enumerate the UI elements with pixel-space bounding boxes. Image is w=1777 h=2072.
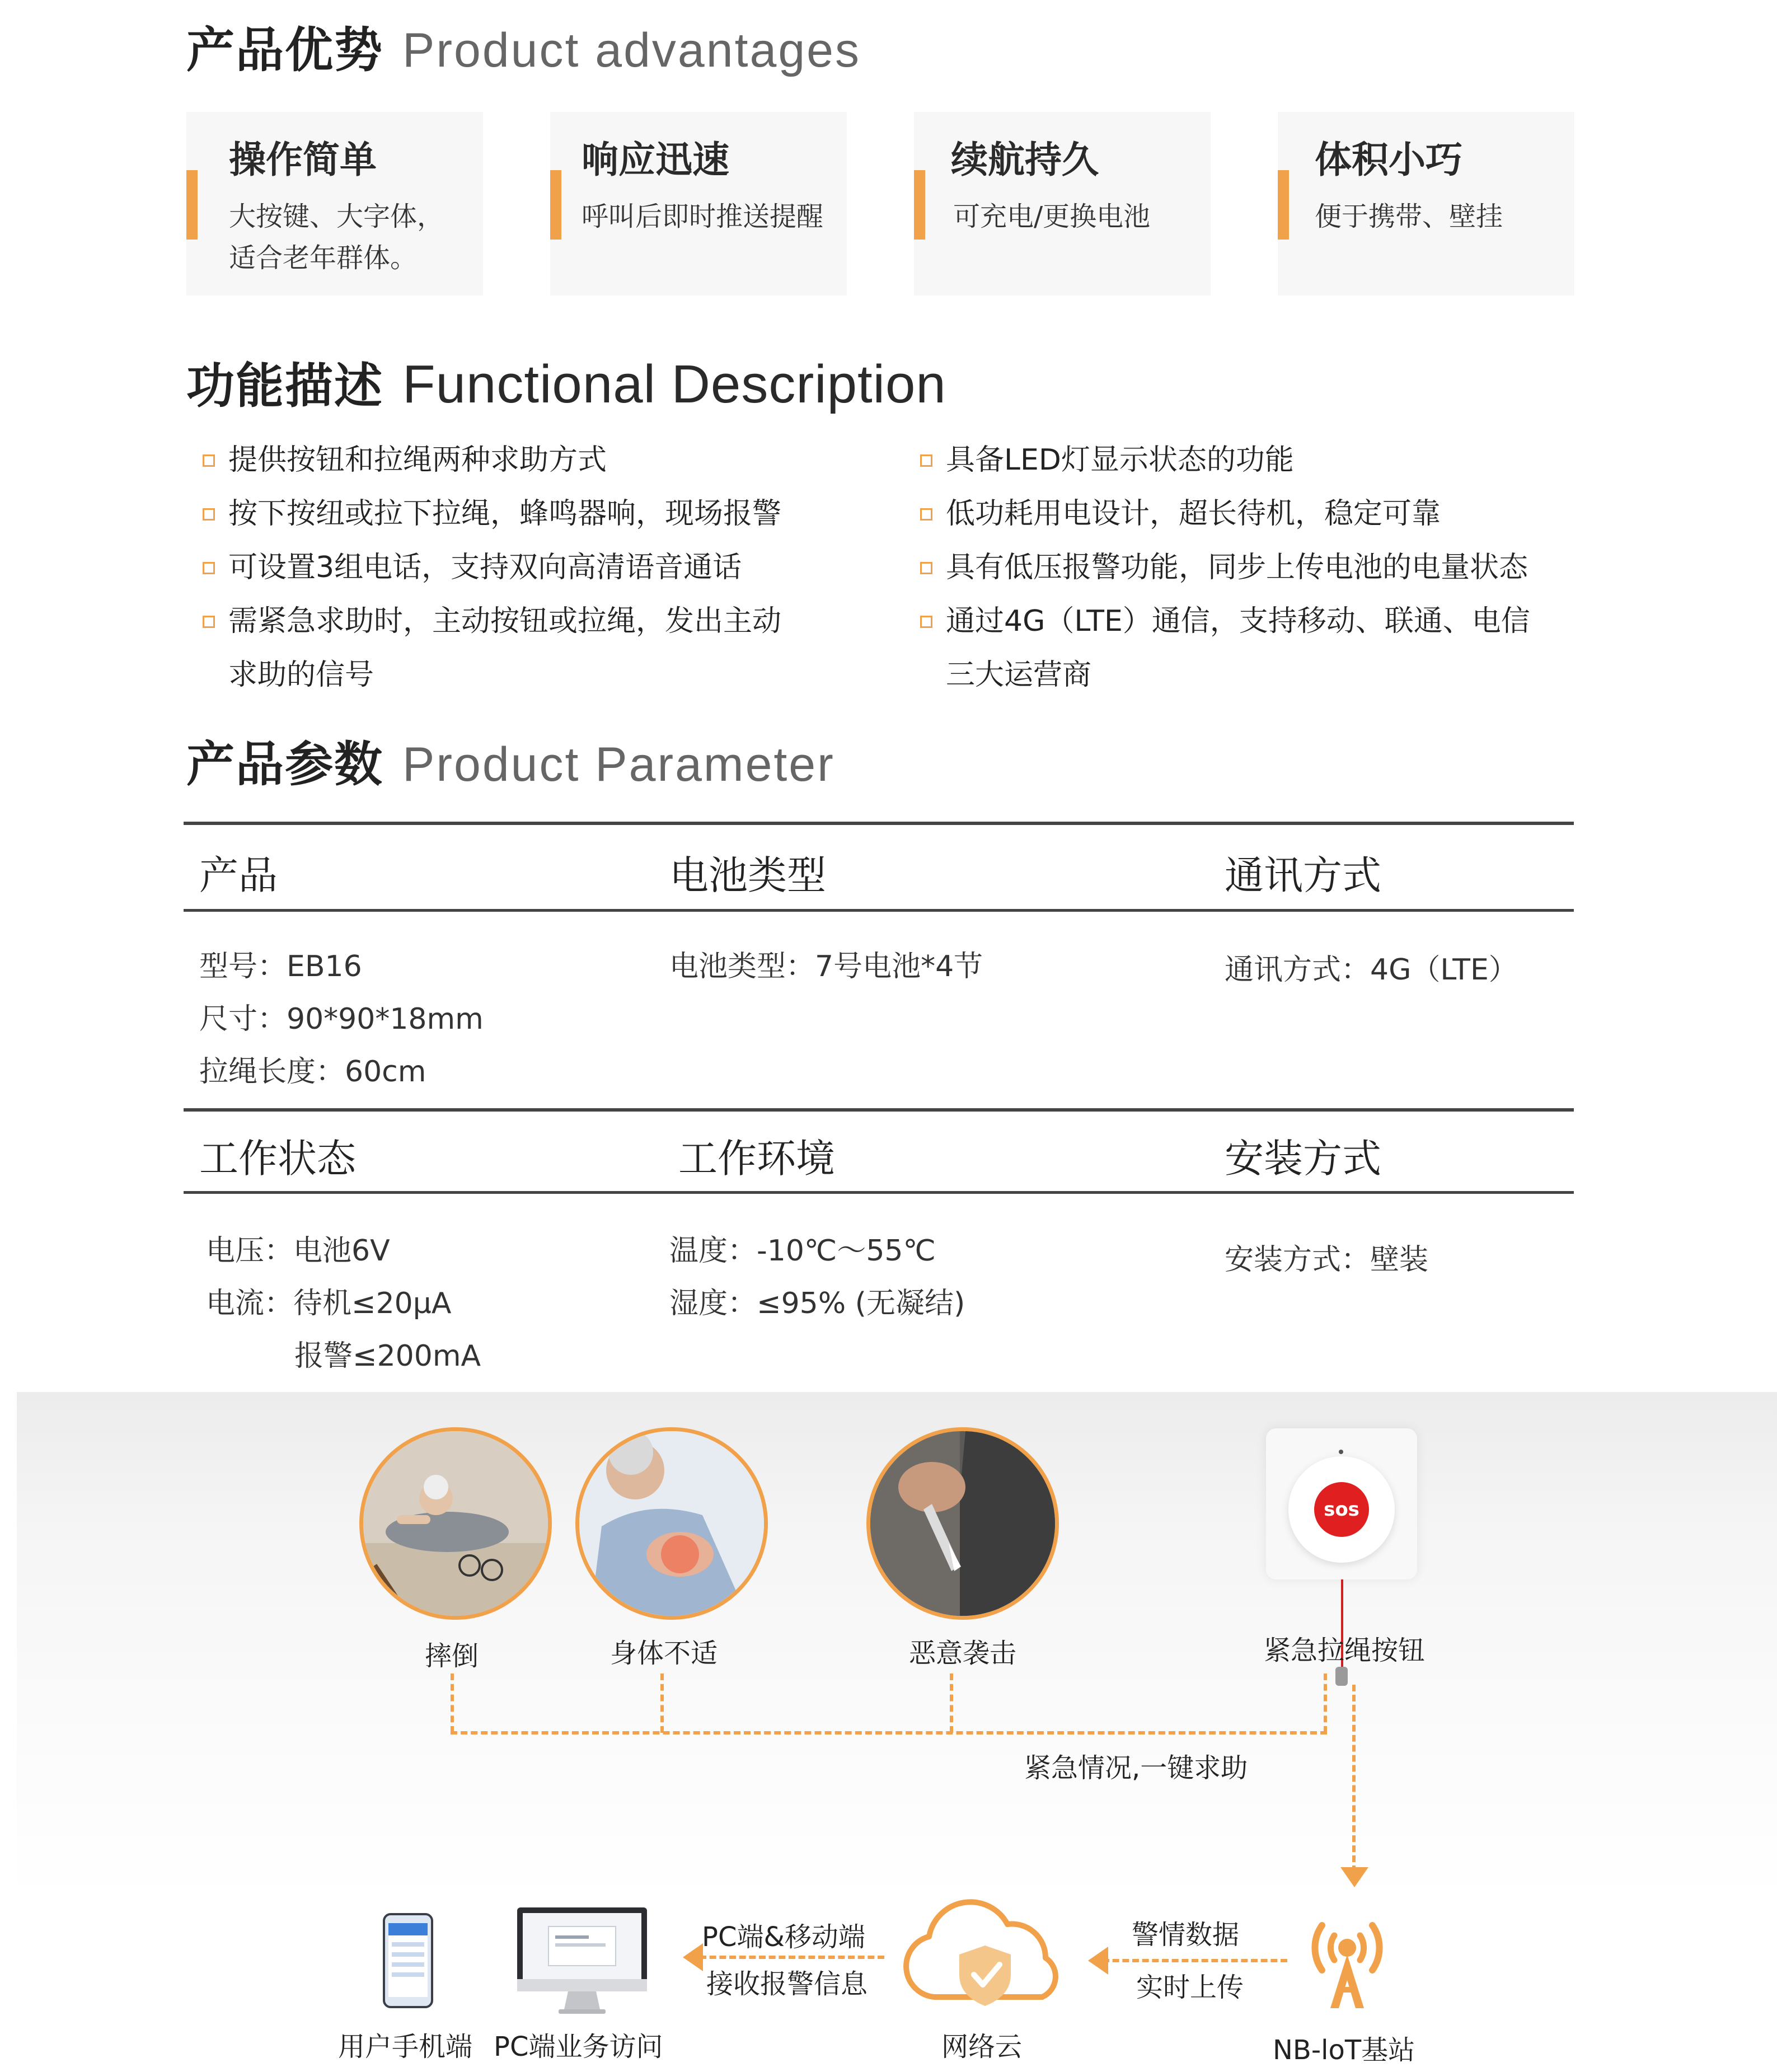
device-indicator-dot	[1339, 1450, 1343, 1454]
section-title-en: Product Parameter	[402, 738, 835, 791]
bullet-icon	[203, 508, 215, 521]
table2-cell: 温度：-10℃～55℃	[669, 1234, 936, 1268]
table-rule	[184, 909, 1574, 912]
smartphone-icon	[383, 1913, 433, 2008]
table-rule	[184, 822, 1574, 825]
bullet-icon	[203, 562, 215, 574]
card-desc: 便于携带、壁挂	[1315, 201, 1503, 232]
feature-right-4	[946, 594, 1530, 702]
table1-cell: 电池类型：7号电池*4节	[669, 950, 983, 983]
accent-bar	[550, 170, 561, 240]
chest-pain-illustration-icon	[579, 1431, 764, 1616]
feature-text: 具有低压报警功能，同步上传电池的电量状态	[946, 551, 1528, 584]
card-desc: 可充电/更换电池	[953, 201, 1151, 232]
fall-photo	[359, 1427, 552, 1620]
table-rule	[184, 1108, 1574, 1112]
device-label: 紧急拉绳按钮	[1264, 1635, 1426, 1666]
table1-cell: 拉绳长度：60cm	[199, 1055, 426, 1089]
alarm-data-label: 警情数据	[1132, 1919, 1240, 1951]
card-title: 续航持久	[951, 138, 1099, 181]
sos-button-ring	[1288, 1456, 1395, 1563]
feature-left-2	[228, 487, 781, 541]
advantage-card-1	[186, 112, 483, 296]
table1-cell: 尺寸：90*90*18mm	[199, 1002, 484, 1036]
bullet-icon	[203, 616, 215, 628]
accent-bar	[1278, 170, 1289, 240]
scenario-label-fall: 摔倒	[425, 1640, 479, 1672]
card-title: 体积小巧	[1315, 138, 1462, 181]
bullet-icon	[203, 454, 215, 467]
feature-left-3	[228, 541, 742, 594]
table1-header-comm: 通讯方式	[1225, 852, 1381, 898]
receive-alarm-label: 接收报警信息	[706, 1968, 868, 2000]
antenna-tower-icon	[1300, 1909, 1395, 2009]
sos-button	[1314, 1482, 1369, 1537]
connector-line	[660, 1673, 664, 1733]
attack-photo	[866, 1427, 1059, 1620]
pc-mobile-label: PC端&移动端	[702, 1921, 865, 1953]
emergency-label: 紧急情况,一键求助	[1024, 1752, 1248, 1784]
scenario-label-attack: 恶意袭击	[909, 1638, 1017, 1669]
feature-right-3	[946, 541, 1528, 594]
table2-header-env: 工作环境	[678, 1136, 835, 1182]
arrow-down-icon	[1340, 1867, 1368, 1890]
connector-line	[1103, 1959, 1287, 1962]
feature-text: 提供按钮和拉绳两种求助方式	[228, 443, 607, 477]
feature-text: 低功耗用电设计，超长待机，稳定可靠	[946, 497, 1441, 531]
section-title-en: Product advantages	[402, 24, 861, 77]
cloud-label: 网络云	[941, 2031, 1023, 2062]
feature-text: 具备LED灯显示状态的功能	[946, 443, 1294, 477]
card-title: 响应迅速	[582, 138, 729, 181]
bullet-icon	[920, 616, 932, 628]
base-station-label: NB-loT基站	[1273, 2035, 1415, 2066]
section-title-params	[186, 725, 835, 795]
discomfort-photo	[575, 1427, 768, 1620]
arrow-left-icon	[1086, 1947, 1108, 1975]
feature-left-1	[228, 433, 607, 487]
accent-bar	[186, 170, 198, 240]
section-title-en: Functional Description	[402, 354, 946, 414]
table1-header-product: 产品	[199, 852, 278, 898]
table2-cell: 电压：电池6V	[206, 1234, 390, 1268]
feature-left-4	[228, 594, 781, 702]
feature-right-2	[946, 487, 1441, 541]
connector-line	[1352, 1685, 1356, 1872]
alarm-upload-label: 实时上传	[1136, 1972, 1244, 2003]
table2-cell: 报警≤200mA	[294, 1339, 481, 1373]
card-desc: 呼叫后即时推送提醒	[582, 201, 824, 232]
advantage-card-2	[550, 112, 847, 296]
sos-text: sos	[1324, 1498, 1359, 1521]
table2-cell: 湿度：≤95% (无凝结)	[669, 1287, 965, 1320]
section-title-cn: 产品参数	[186, 737, 383, 793]
table1-header-battery: 电池类型	[669, 852, 826, 898]
scenario-label-discomfort: 身体不适	[610, 1638, 718, 1669]
connector-line	[451, 1731, 1327, 1735]
card-desc: 大按键、大字体， 适合老年群体。	[229, 201, 444, 274]
bullet-icon	[920, 508, 932, 521]
connector-line	[700, 1956, 884, 1959]
desktop-monitor-icon	[515, 1905, 649, 2017]
connector-line	[950, 1673, 953, 1733]
sos-device	[1266, 1428, 1417, 1579]
fall-illustration-icon	[363, 1431, 548, 1616]
section-title-advantages	[186, 11, 861, 81]
section-title-cn: 功能描述	[186, 358, 383, 414]
table2-header-install: 安装方式	[1225, 1136, 1381, 1182]
pc-access-label: PC端业务访问	[494, 2031, 663, 2062]
arrow-left-icon	[681, 1943, 703, 1971]
advantage-card-3	[914, 112, 1211, 296]
card-title: 操作简单	[229, 138, 377, 181]
accent-bar	[914, 170, 925, 240]
feature-text: 通过4G（LTE）通信，支持移动、联通、电信 三大运营商	[946, 604, 1530, 692]
connector-line	[451, 1673, 454, 1733]
knife-attack-illustration-icon	[870, 1431, 1055, 1616]
section-title-cn: 产品优势	[186, 22, 383, 78]
table1-cell: 型号：EB16	[199, 950, 362, 983]
phone-label: 用户手机端	[338, 2031, 473, 2062]
table2-cell: 安装方式：壁装	[1225, 1243, 1429, 1277]
connector-line	[1324, 1673, 1327, 1733]
table1-cell: 通讯方式：4G（LTE）	[1225, 953, 1518, 987]
feature-right-1	[946, 433, 1294, 487]
table2-cell: 电流：待机≤20μA	[206, 1287, 452, 1320]
table-rule	[184, 1191, 1574, 1194]
pull-cord-handle	[1335, 1667, 1348, 1686]
feature-text: 需紧急求助时，主动按钮或拉绳，发出主动 求助的信号	[228, 604, 782, 692]
table2-header-status: 工作状态	[199, 1136, 356, 1182]
bullet-icon	[920, 454, 932, 467]
cloud-shield-icon	[895, 1896, 1075, 2019]
bullet-icon	[920, 562, 932, 574]
advantage-card-4	[1278, 112, 1574, 296]
feature-text: 可设置3组电话，支持双向高清语音通话	[228, 551, 742, 584]
section-title-function	[186, 347, 946, 416]
feature-text: 按下按纽或拉下拉绳，蜂鸣器响，现场报警	[228, 497, 782, 531]
